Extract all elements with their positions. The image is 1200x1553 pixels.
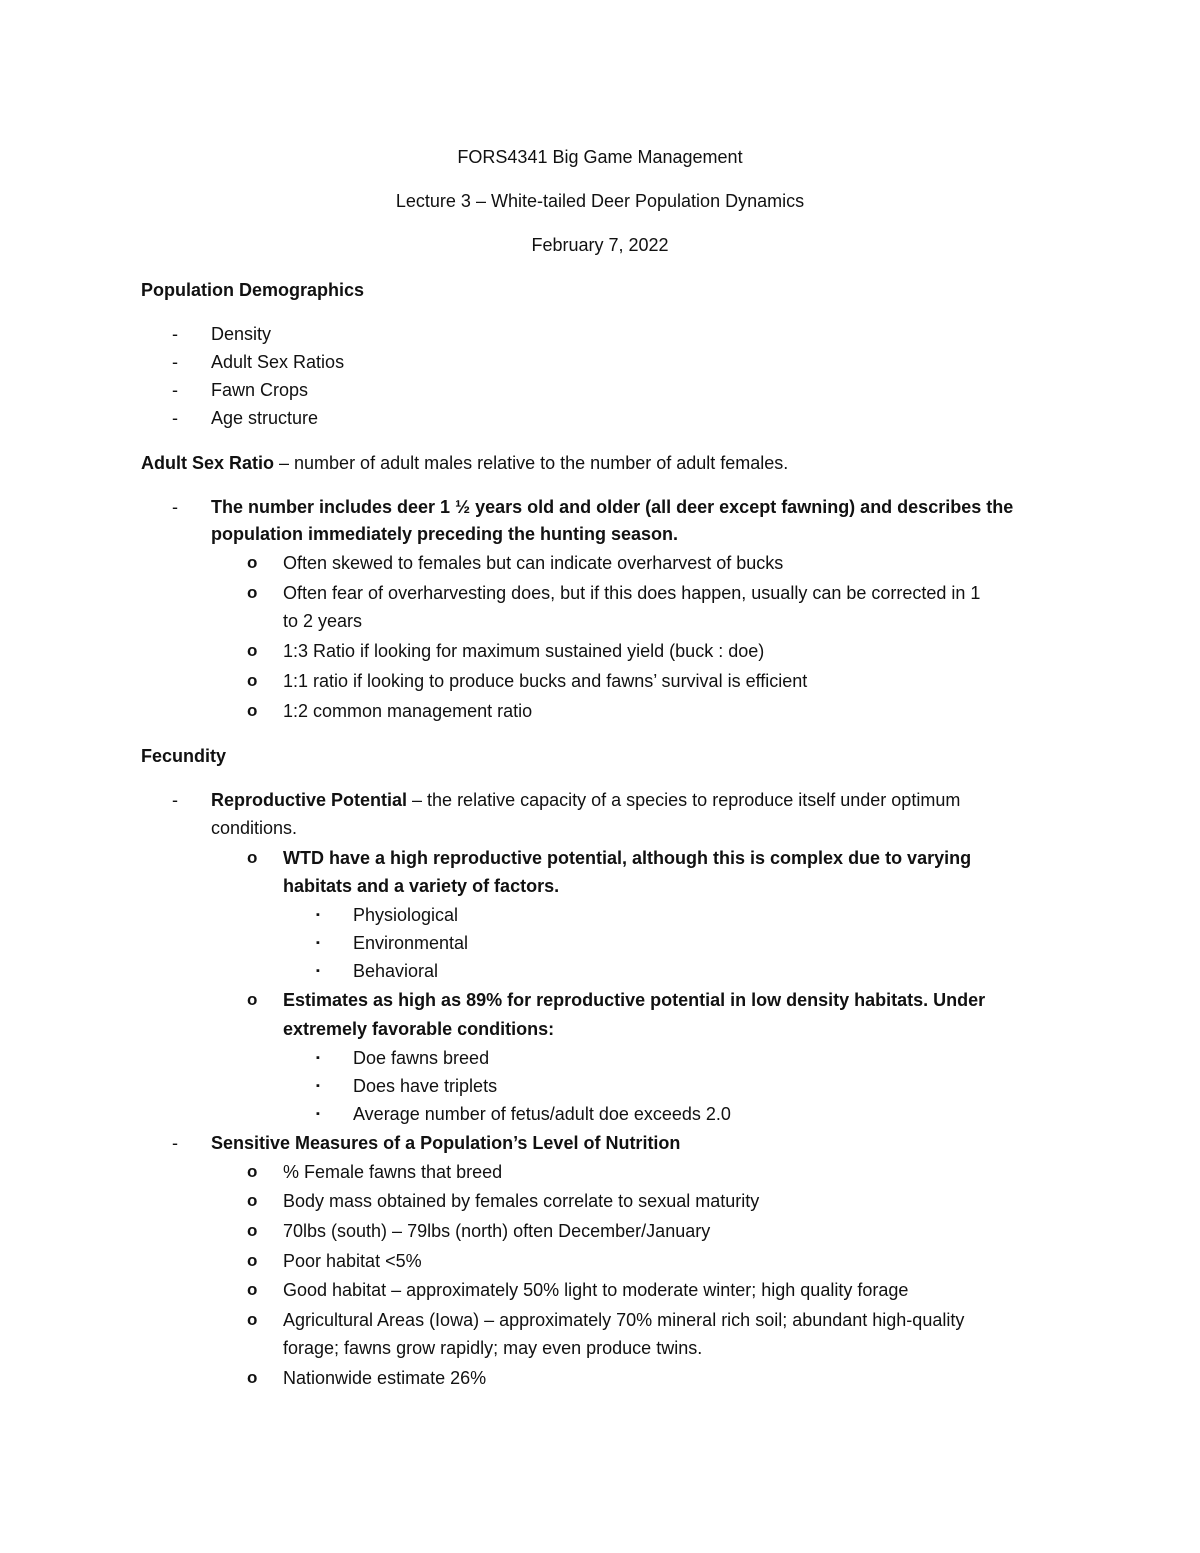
square-bullet: ▪ (316, 1108, 320, 1120)
circle-bullet: o (247, 1191, 258, 1210)
circle-bullet: o (247, 553, 258, 572)
dash-bullet: - (172, 497, 178, 517)
list-item: Environmental (353, 933, 469, 953)
sensitive-measures-heading: Sensitive Measures of a Population’s Level of Nutrition (211, 1133, 681, 1153)
circle-bullet: o (247, 1221, 258, 1240)
square-bullet: ▪ (316, 909, 320, 921)
square-bullet: ▪ (316, 1052, 320, 1064)
circle-bullet: o (247, 1162, 258, 1181)
list-item: Age structure (211, 408, 319, 428)
list-item: Good habitat – approximately 50% light to moderate winter; high quality forage (283, 1280, 909, 1300)
section-heading-fecundity: Fecundity (141, 746, 227, 766)
circle-bullet: o (247, 583, 258, 602)
sex-ratio-point-line2: population immediately preceding the hunting season. (211, 524, 679, 544)
list-item: Does have triplets (353, 1076, 498, 1096)
list-item: Often fear of overharvesting does, but if this does happen, usually can be corrected in 1 (283, 583, 981, 603)
sex-ratio-def-text: – number of adult males relative to the number of adult females. (274, 453, 789, 473)
estimates-line2: extremely favorable conditions: (283, 1019, 555, 1039)
list-item: Average number of fetus/adult doe exceeds 2.0 (353, 1104, 731, 1124)
list-item-continued: to 2 years (283, 611, 363, 631)
list-item: 70lbs (south) – 79lbs (north) often December/January (283, 1221, 711, 1241)
list-item: Body mass obtained by females correlate to sexual maturity (283, 1191, 760, 1211)
course-title: FORS4341 Big Game Management (457, 147, 743, 167)
sex-ratio-definition (141, 452, 788, 474)
circle-bullet: o (247, 1280, 258, 1299)
list-item: 1:1 ratio if looking to produce bucks and fawns’ survival is efficient (283, 671, 808, 691)
list-item: % Female fawns that breed (283, 1162, 503, 1182)
sex-ratio-term: Adult Sex Ratio (141, 453, 275, 473)
list-item: Poor habitat <5% (283, 1251, 422, 1271)
square-bullet: ▪ (316, 937, 320, 949)
dash-bullet: - (172, 324, 178, 344)
dash-bullet: - (172, 1133, 178, 1153)
list-item-continued: forage; fawns grow rapidly; may even produce twins. (283, 1338, 703, 1358)
circle-bullet: o (247, 1251, 258, 1270)
wtd-potential-line1: WTD have a high reproductive potential, although this is complex due to varying (283, 848, 972, 868)
list-item: Nationwide estimate 26% (283, 1368, 487, 1388)
list-item: Agricultural Areas (Iowa) – approximately 70% mineral rich soil; abundant high-quality (283, 1310, 965, 1330)
list-item: 1:2 common management ratio (283, 701, 533, 721)
list-item: Physiological (353, 905, 459, 925)
dash-bullet: - (172, 408, 178, 428)
circle-bullet: o (247, 641, 258, 660)
lecture-title: Lecture 3 – White-tailed Deer Population Dynamics (395, 191, 805, 211)
circle-bullet: o (247, 701, 258, 720)
section-heading-demographics: Population Demographics (141, 280, 365, 300)
circle-bullet: o (247, 1368, 258, 1387)
reproductive-potential-line1 (211, 789, 960, 811)
circle-bullet: o (247, 671, 258, 690)
wtd-potential-line2: habitats and a variety of factors. (283, 876, 560, 896)
reproductive-potential-term: Reproductive Potential (211, 790, 408, 810)
square-bullet: ▪ (316, 965, 320, 977)
sex-ratio-point-line1: The number includes deer 1 ½ years old and older (all deer except fawning) and describes the (211, 497, 1014, 517)
circle-bullet: o (247, 848, 258, 867)
square-bullet: ▪ (316, 1080, 320, 1092)
list-item: Fawn Crops (211, 380, 309, 400)
dash-bullet: - (172, 380, 178, 400)
circle-bullet: o (247, 990, 258, 1009)
list-item: Often skewed to females but can indicate overharvest of bucks (283, 553, 784, 573)
list-item: 1:3 Ratio if looking for maximum sustained yield (buck : doe) (283, 641, 765, 661)
list-item: Behavioral (353, 961, 439, 981)
list-item: Adult Sex Ratios (211, 352, 345, 372)
reproductive-potential-line2: conditions. (211, 818, 298, 838)
circle-bullet: o (247, 1310, 258, 1329)
reproductive-potential-def: – the relative capacity of a species to reproduce itself under optimum (407, 790, 961, 810)
list-item: Doe fawns breed (353, 1048, 490, 1068)
dash-bullet: - (172, 352, 178, 372)
estimates-line1: Estimates as high as 89% for reproductive potential in low density habitats. Under (283, 990, 986, 1010)
dash-bullet: - (172, 790, 178, 810)
lecture-date: February 7, 2022 (531, 235, 669, 255)
list-item: Density (211, 324, 272, 344)
